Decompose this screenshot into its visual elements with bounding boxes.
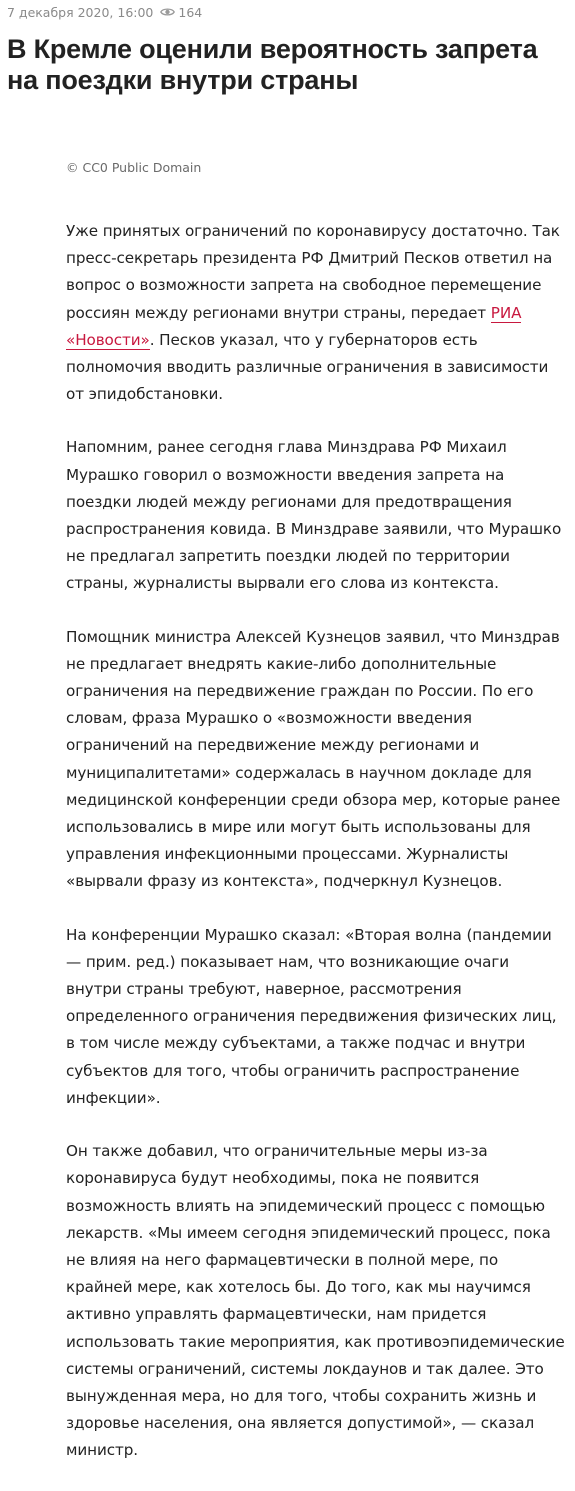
paragraph-3: Помощник министра Алексей Кузнецов заявил, что Минздрав не предлагает внедрять какие-либо дополнительные ограничения на передвижение граждан по России. По его словам, фраза Мурашко о «возможности введения ограничений на передвижение между регионами и муниципалитетами» содержалась в научном докладе для медицинской конференции среди обзора мер, которые ранее использовались в мире или могут быть использованы для управления инфекционными процессами. Журналисты «вырвали фразу из контекста», подчеркнул Кузнецов.	[66, 627, 561, 891]
article-meta	[7, 3, 202, 21]
paragraph-1	[66, 218, 566, 408]
paragraph-5: Он также добавил, что ограничительные меры из-за коронавируса будут необходимы, пока не появится возможность влиять на эпидемический процесс с помощью лекарств. «Мы имеем сегодня эпидемический процесс, пока не влияя на него фармацевтически в полной мере, по крайней мере, как хотелось бы. До того, как мы научимся активно управлять фармацевтически, нам придется использовать такие мероприятия, как противоэпидемические системы ограничений, системы локдаунов и так далее. Это вынужденная мера, но для того, чтобы сохранить жизнь и здоровье населения, она является допустимой», — сказал министр.	[66, 1142, 565, 1460]
paragraph-2: Напомним, ранее сегодня глава Минздрава РФ Михаил Мурашко говорил о возможности введения запрета на поездки людей между регионами для предотвращения распространения ковида. В Минздраве заявили, что Мурашко не предлагал запретить поездки людей по территории страны, журналисты вырвали его слова из контекста.	[66, 438, 562, 593]
view-count: 164	[178, 4, 203, 20]
paragraph-1-text-after: . Песков указал, что у губернаторов есть полномочия вводить различные ограничения в зависимости от эпидобстановки.	[66, 330, 549, 404]
image-credit: © CC0 Public Domain	[66, 160, 202, 175]
eye-icon	[160, 7, 175, 17]
paragraph-4: На конференции Мурашко сказал: «Вторая волна (пандемии — прим. ред.) показывает нам, что возникающие очаги внутри страны требуют, наверное, рассмотрения определенного ограничения передвижения физических лиц, в том числе между субъектами, а также подчас и внутри субъектов для того, чтобы ограничить распространение инфекции».	[66, 925, 557, 1107]
ria-novosti-link[interactable]: РИА «Новости»	[66, 303, 522, 349]
publish-date: 7 декабря 2020, 16:00	[7, 4, 154, 20]
article-body	[66, 218, 566, 1491]
article-title: В Кремле оценили вероятность запрета на поездки внутри страны	[7, 34, 538, 95]
paragraph-1-text-before: Уже принятых ограничений по коронавирусу достаточно. Так пресс-секретарь президента РФ Дмитрий Песков ответил на вопрос о возможности запрета на свободное перемещение россиян между регионами внутри страны, передает	[66, 222, 560, 322]
